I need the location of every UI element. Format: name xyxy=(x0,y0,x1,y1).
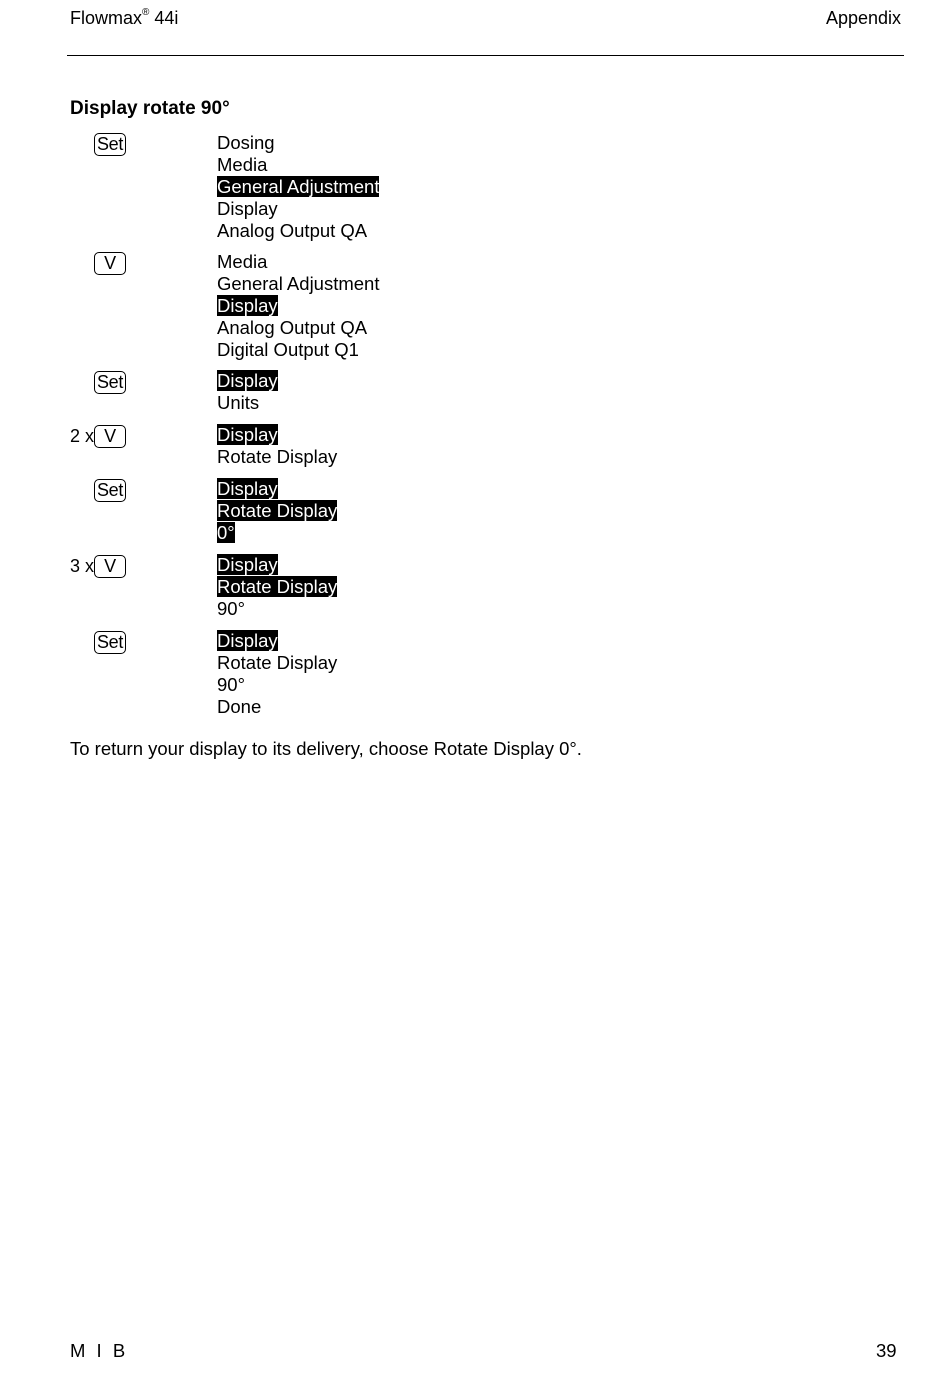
menu-line-highlighted xyxy=(217,424,337,446)
display-menu xyxy=(217,554,337,620)
menu-line xyxy=(217,132,379,154)
header-rule xyxy=(67,55,904,56)
display-menu xyxy=(217,370,278,414)
menu-line-highlighted xyxy=(217,554,337,576)
menu-line xyxy=(217,154,379,176)
display-menu xyxy=(217,424,337,468)
menu-line xyxy=(217,446,337,468)
product-model: 44i xyxy=(154,8,179,28)
menu-line xyxy=(217,652,337,674)
menu-line-text: General Adjustment xyxy=(217,176,380,197)
menu-line-text: Analog Output QA xyxy=(217,220,368,241)
menu-line-highlighted xyxy=(217,478,337,500)
menu-line-text: Rotate Display xyxy=(217,652,338,673)
key-instruction xyxy=(70,251,126,275)
section-title: Display rotate 90° xyxy=(70,98,230,119)
key-instruction xyxy=(70,424,126,448)
menu-line xyxy=(217,339,379,361)
menu-line xyxy=(217,392,278,414)
menu-line-highlighted xyxy=(217,630,337,652)
menu-line xyxy=(217,696,337,718)
press-count: 2 x xyxy=(70,425,95,446)
menu-line-text: 90° xyxy=(217,674,245,695)
menu-line-text: Done xyxy=(217,696,262,717)
menu-line xyxy=(217,317,379,339)
set-key-icon: Set xyxy=(94,631,126,654)
menu-line xyxy=(217,273,379,295)
set-key-icon: Set xyxy=(94,371,126,394)
down-key-icon: V xyxy=(94,555,126,578)
menu-line-text: Display xyxy=(217,554,278,575)
menu-line-text: Units xyxy=(217,392,260,413)
set-key-icon: Set xyxy=(94,479,126,502)
menu-line-highlighted xyxy=(217,500,337,522)
menu-line-text: General Adjustment xyxy=(217,273,380,294)
page-header xyxy=(70,8,901,32)
note-text: To return your display to its delivery, choose Rotate Display 0°. xyxy=(70,738,582,759)
menu-line-text: Rotate Display xyxy=(217,500,338,521)
menu-line-text: Display xyxy=(217,198,278,219)
key-instruction xyxy=(70,370,126,394)
header-section: Appendix xyxy=(825,8,901,28)
menu-line-highlighted xyxy=(217,295,379,317)
key-instruction xyxy=(70,554,126,578)
menu-line-text: Rotate Display xyxy=(217,446,338,467)
menu-line-text: Display xyxy=(217,478,278,499)
key-instruction xyxy=(70,478,126,502)
down-key-icon: V xyxy=(94,425,126,448)
menu-line-text: Dosing xyxy=(217,132,275,153)
menu-line-highlighted xyxy=(217,576,337,598)
menu-line-text: Display xyxy=(217,295,278,316)
menu-line-text: 90° xyxy=(217,598,245,619)
menu-line-text: Media xyxy=(217,154,268,175)
key-instruction xyxy=(70,630,126,654)
registered-mark: ® xyxy=(142,7,150,18)
menu-line xyxy=(217,251,379,273)
menu-line-text: Media xyxy=(217,251,268,272)
press-count: 3 x xyxy=(70,555,95,576)
key-instruction xyxy=(70,132,126,156)
display-menu xyxy=(217,251,379,361)
menu-line xyxy=(217,220,379,242)
menu-line xyxy=(217,598,337,620)
menu-line-highlighted xyxy=(217,176,379,198)
menu-line-text: Analog Output QA xyxy=(217,317,368,338)
menu-line-highlighted xyxy=(217,522,337,544)
menu-line-text: Display xyxy=(217,370,278,391)
menu-line xyxy=(217,674,337,696)
header-product xyxy=(70,8,178,29)
product-name: Flowmax xyxy=(70,8,143,28)
display-menu xyxy=(217,132,379,242)
menu-line-text: Rotate Display xyxy=(217,576,338,597)
menu-line xyxy=(217,198,379,220)
menu-line-text: 0° xyxy=(217,522,235,543)
page-number: 39 xyxy=(876,1340,897,1361)
menu-line-text: Display xyxy=(217,424,278,445)
footer-left: M I B xyxy=(70,1340,129,1361)
set-key-icon: Set xyxy=(94,133,126,156)
display-menu xyxy=(217,478,337,544)
menu-line-highlighted xyxy=(217,370,278,392)
menu-line-text: Digital Output Q1 xyxy=(217,339,359,360)
display-menu xyxy=(217,630,337,718)
down-key-icon: V xyxy=(94,252,126,275)
menu-line-text: Display xyxy=(217,630,278,651)
